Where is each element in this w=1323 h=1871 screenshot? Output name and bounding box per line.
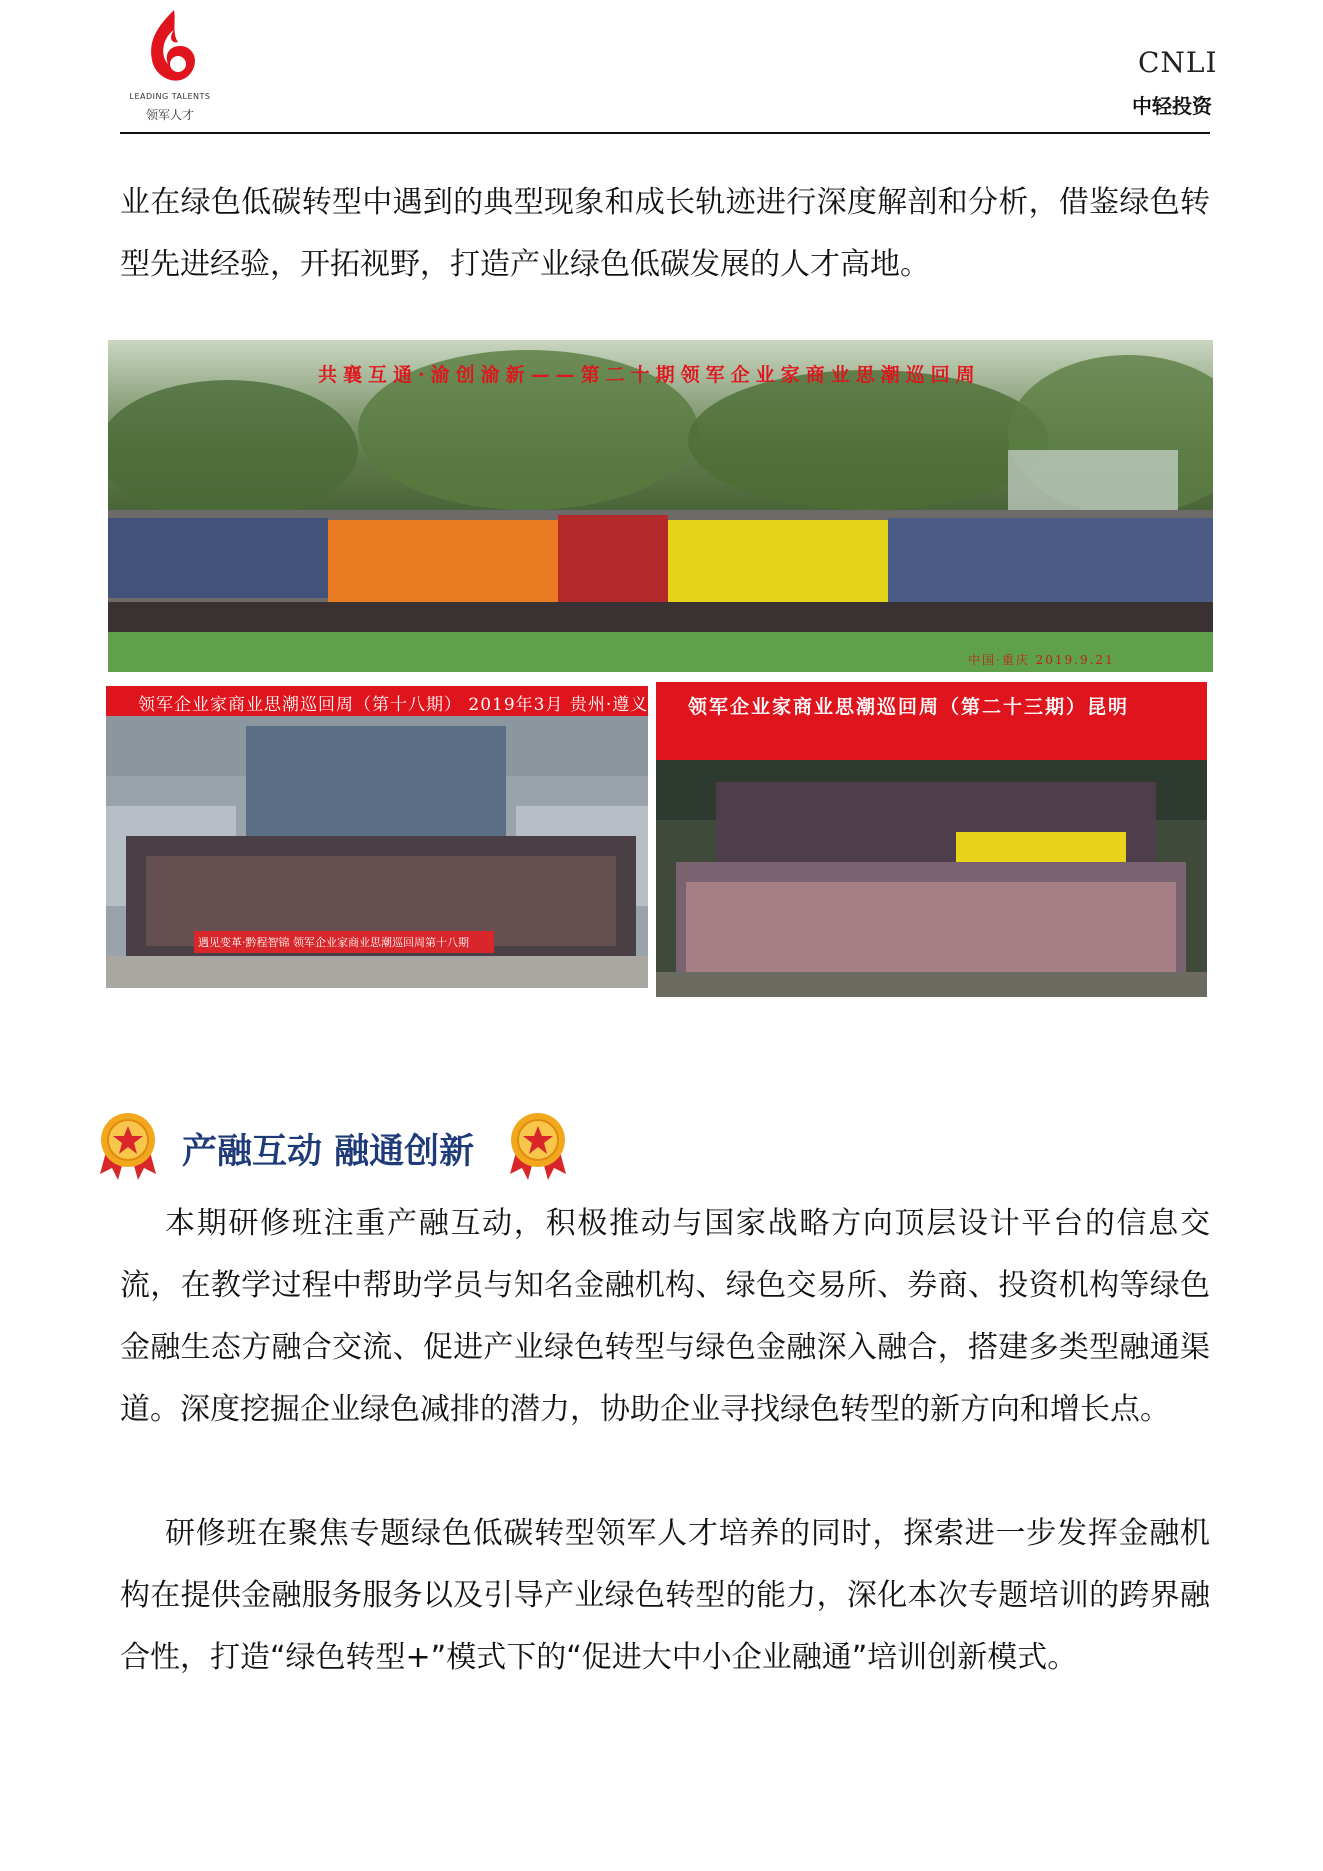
- leading-talents-logo: [120, 8, 220, 123]
- star-medal-icon: [508, 1112, 568, 1182]
- bottom-left-sign: 遇见变革·黔程智锦 领军企业家商业思潮巡回周第十八期: [198, 936, 469, 949]
- group-photo-kunming: [656, 682, 1207, 997]
- bottom-left-banner: 领军企业家商业思潮巡回周（第十八期） 2019年3月 贵州·遵义: [138, 695, 648, 715]
- cnli-logo-chinese: 中轻投资: [1132, 94, 1212, 118]
- bottom-right-banner: 领军企业家商业思潮巡回周（第二十三期）昆明: [688, 696, 1130, 718]
- star-medal-icon: [98, 1112, 158, 1182]
- logo-chinese-text: 领军人才: [145, 108, 194, 122]
- cnli-logo-mark: CNLI: [1138, 46, 1218, 79]
- header-divider: [120, 132, 1210, 134]
- section-heading: [98, 1112, 598, 1182]
- group-photo-zunyi: [106, 686, 648, 988]
- page-header: [0, 0, 1323, 135]
- logo-english-text: LEADING TALENTS: [129, 92, 211, 101]
- section-paragraph-1: 本期研修班注重产融互动，积极推动与国家战略方向顶层设计平台的信息交流，在教学过程中帮助学员与知名金融机构、绿色交易所、券商、投资机构等绿色金融生态方融合交流、促进产业绿色转型与绿色金融深入融合，搭建多类型融通渠道。深度挖掘企业绿色减排的潜力，协助企业寻找绿色转型的新方向和增长点。: [120, 1206, 1210, 1427]
- top-photo-title: 共襄互通·渝创渝新——第二十期领军企业家商业思潮巡回周: [318, 364, 981, 386]
- group-photo-chongqing: [108, 340, 1213, 672]
- top-photo-caption: 中国·重庆 2019.9.21: [968, 653, 1115, 667]
- intro-paragraph: 业在绿色低碳转型中遇到的典型现象和成长轨迹进行深度解剖和分析，借鉴绿色转型先进经验，开拓视野，打造产业绿色低碳发展的人才高地。: [120, 185, 1210, 282]
- section-paragraph-2: 研修班在聚焦专题绿色低碳转型领军人才培养的同时，探索进一步发挥金融机构在提供金融服务服务以及引导产业绿色转型的能力，深化本次专题培训的跨界融合性，打造“绿色转型+”模式下的“促进大中小企业融通”培训创新模式。: [120, 1516, 1210, 1675]
- section-title: 产融互动 融通创新: [182, 1132, 475, 1172]
- flame-logo-icon: [138, 8, 202, 94]
- cnli-logo: [1128, 46, 1218, 118]
